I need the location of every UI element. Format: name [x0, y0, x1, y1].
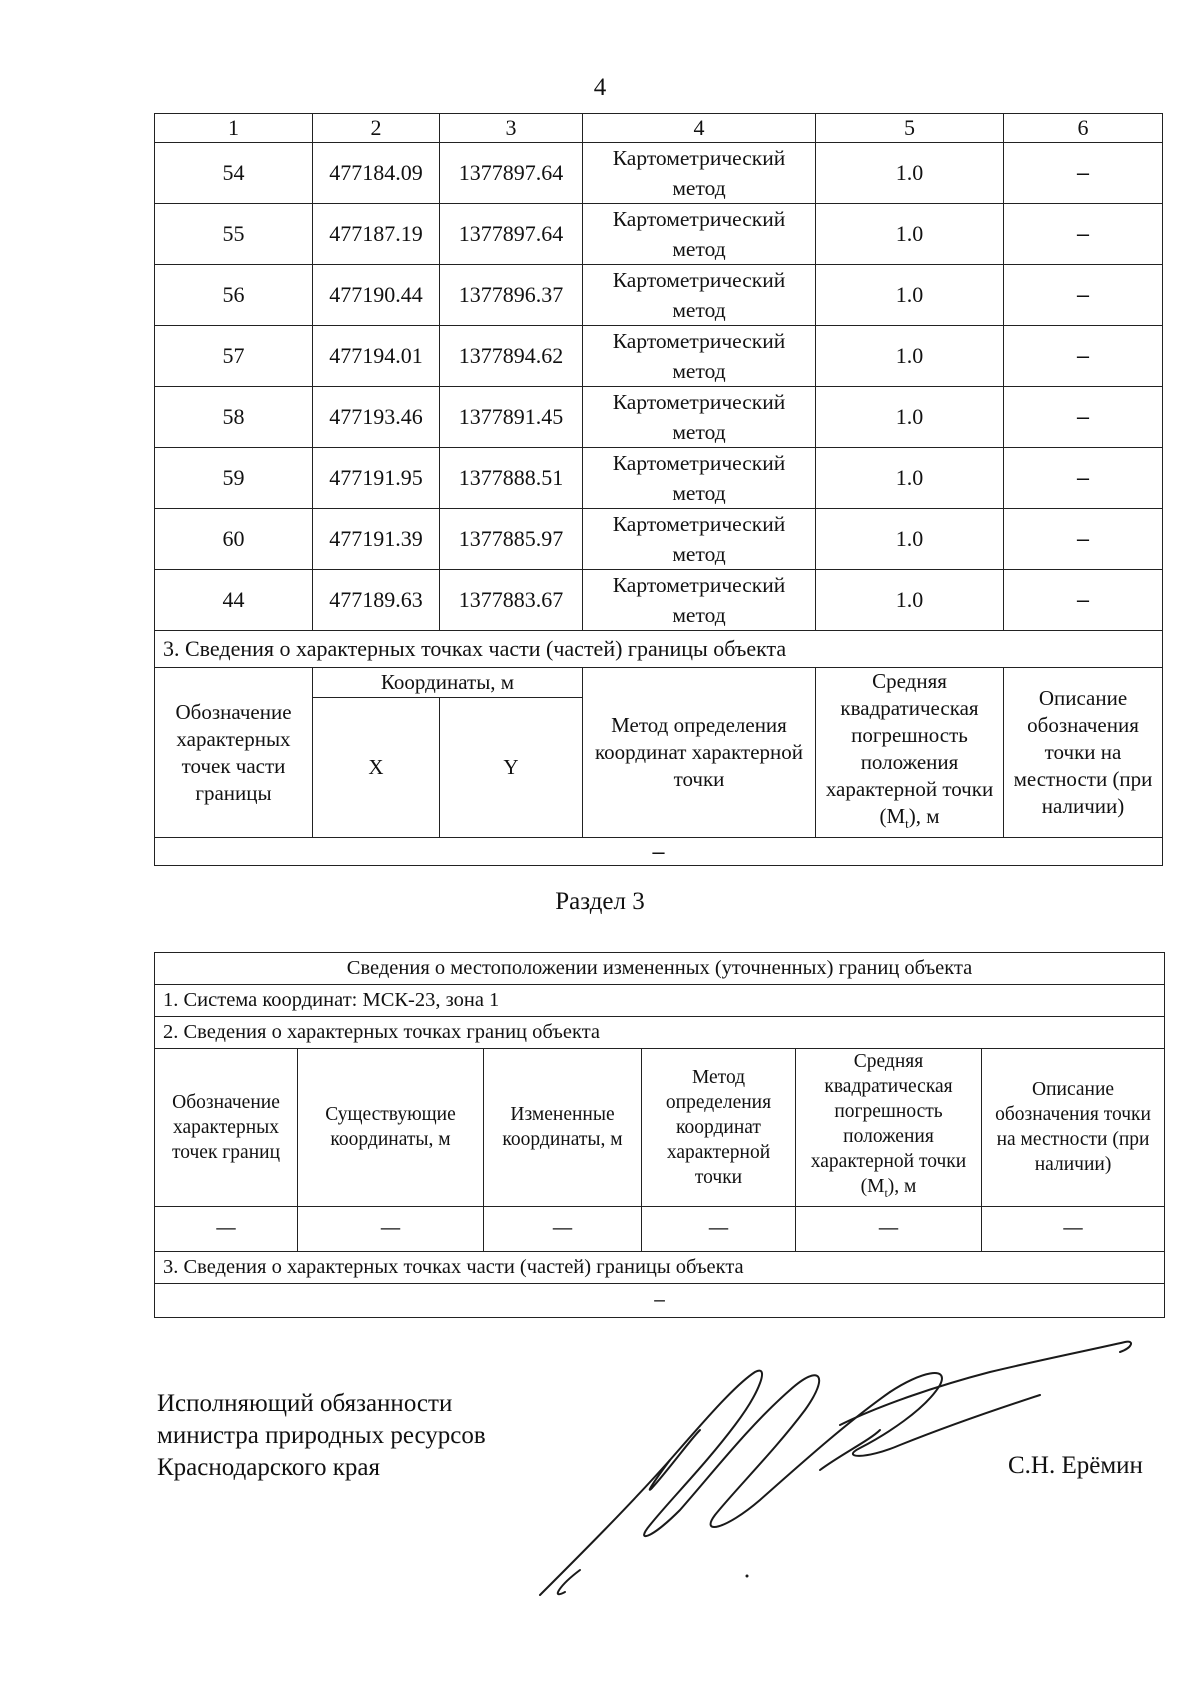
accuracy: 1.0 [816, 265, 1004, 326]
coordinate-row [155, 570, 1163, 631]
coord-y: 1377883.67 [440, 570, 583, 631]
point-id: 54 [155, 143, 313, 204]
empty-data-row [155, 1206, 1165, 1251]
column-header: Обозначение характерных точек границ [155, 1049, 298, 1207]
empty-cell: — [155, 1206, 298, 1251]
column-number: 6 [1004, 114, 1163, 143]
method: Картометрический метод [583, 204, 816, 265]
section3-empty-cell: – [155, 838, 1163, 866]
coord-x: 477191.39 [313, 509, 440, 570]
accuracy: 1.0 [816, 326, 1004, 387]
signer-name: С.Н. Ерёмин [1008, 1452, 1143, 1479]
parts-title: 3. Сведения о характерных точках части (частей) границы объекта [155, 1251, 1165, 1283]
empty-cell: — [298, 1206, 484, 1251]
section3-title: 3. Сведения о характерных точках части (частей) границы объекта [155, 631, 1163, 668]
coordinates-table [154, 113, 1163, 866]
accuracy-unit: ), м [887, 1176, 917, 1197]
description: – [1004, 326, 1163, 387]
coord-y: 1377891.45 [440, 387, 583, 448]
description: – [1004, 387, 1163, 448]
coord-y: 1377896.37 [440, 265, 583, 326]
coordinates-table-body [155, 114, 1163, 866]
column-header: Метод определения координат характерной точки [642, 1049, 796, 1207]
accuracy-text: Средняя квадратическая погрешность положения характерной точки (M [810, 1051, 967, 1197]
point-id: 55 [155, 204, 313, 265]
page-number: 4 [593, 74, 607, 101]
column-header: Описание обозначения точки на местности (при наличии) [982, 1049, 1165, 1207]
method: Картометрический метод [583, 326, 816, 387]
method: Картометрический метод [583, 570, 816, 631]
empty-cell: — [642, 1206, 796, 1251]
column-number-row [155, 114, 1163, 143]
point-id: 59 [155, 448, 313, 509]
parts-empty-row [155, 1283, 1165, 1317]
point-id: 60 [155, 509, 313, 570]
column-number: 2 [313, 114, 440, 143]
coord-y: 1377894.62 [440, 326, 583, 387]
signer-position-line: Краснодарского края [157, 1454, 380, 1481]
coord-x: 477190.44 [313, 265, 440, 326]
coord-x: 477189.63 [313, 570, 440, 631]
method: Картометрический метод [583, 143, 816, 204]
point-id: 58 [155, 387, 313, 448]
signer-position [157, 1388, 486, 1484]
y-header: Y [440, 697, 583, 838]
column-header: Измененные координаты, м [484, 1049, 642, 1207]
signer-position-line: министра природных ресурсов [157, 1422, 486, 1449]
table-title: Сведения о местоположении измененных (уточненных) границ объекта [155, 953, 1165, 985]
coord-y: 1377897.64 [440, 143, 583, 204]
coord-x: 477193.46 [313, 387, 440, 448]
coordinates-header: Координаты, м [313, 668, 583, 698]
changed-boundaries-table [154, 952, 1165, 1318]
coord-x: 477187.19 [313, 204, 440, 265]
point-id: 56 [155, 265, 313, 326]
coordinate-row [155, 387, 1163, 448]
section-title: Раздел 3 [555, 888, 645, 915]
signer-position-line: Исполняющий обязанности [157, 1390, 453, 1417]
table-title-row [155, 953, 1165, 985]
designation-header: Обозначение характерных точек части границы [155, 668, 313, 838]
coord-y: 1377888.51 [440, 448, 583, 509]
column-header-accuracy [796, 1049, 982, 1207]
coord-y: 1377885.97 [440, 509, 583, 570]
description: – [1004, 570, 1163, 631]
accuracy: 1.0 [816, 204, 1004, 265]
description: – [1004, 204, 1163, 265]
parts-title-row [155, 1251, 1165, 1283]
description: – [1004, 509, 1163, 570]
accuracy: 1.0 [816, 509, 1004, 570]
column-number: 4 [583, 114, 816, 143]
x-header: X [313, 697, 440, 838]
accuracy-subscript: t [884, 1185, 888, 1200]
coordinate-row [155, 509, 1163, 570]
parts-empty-cell: – [155, 1283, 1165, 1317]
coordinate-row [155, 448, 1163, 509]
coord-y: 1377897.64 [440, 204, 583, 265]
description: – [1004, 265, 1163, 326]
column-header: Существующие координаты, м [298, 1049, 484, 1207]
accuracy-subscript: t [905, 816, 909, 832]
empty-cell: — [796, 1206, 982, 1251]
accuracy-header [816, 668, 1004, 838]
column-number: 1 [155, 114, 313, 143]
column-number: 3 [440, 114, 583, 143]
accuracy: 1.0 [816, 448, 1004, 509]
method: Картометрический метод [583, 509, 816, 570]
coordinate-row [155, 265, 1163, 326]
empty-cell: — [484, 1206, 642, 1251]
coord-x: 477184.09 [313, 143, 440, 204]
coord-x: 477191.95 [313, 448, 440, 509]
coordinate-row [155, 326, 1163, 387]
coordinate-row [155, 204, 1163, 265]
method: Картометрический метод [583, 387, 816, 448]
section3-title-row [155, 631, 1163, 668]
column-number: 5 [816, 114, 1004, 143]
coord-system-row [155, 985, 1165, 1017]
accuracy: 1.0 [816, 570, 1004, 631]
description: – [1004, 448, 1163, 509]
coord-x: 477194.01 [313, 326, 440, 387]
coord-system: 1. Система координат: МСК-23, зона 1 [155, 985, 1165, 1017]
description: – [1004, 143, 1163, 204]
sub-header-row [155, 668, 1163, 698]
empty-cell: — [982, 1206, 1165, 1251]
method: Картометрический метод [583, 448, 816, 509]
point-id: 57 [155, 326, 313, 387]
method: Картометрический метод [583, 265, 816, 326]
points-title-row [155, 1017, 1165, 1049]
point-id: 44 [155, 570, 313, 631]
accuracy: 1.0 [816, 143, 1004, 204]
method-header: Метод определения координат характерной точки [583, 668, 816, 838]
accuracy-unit: ), м [908, 804, 940, 828]
coordinate-row [155, 143, 1163, 204]
section3-empty-row [155, 838, 1163, 866]
accuracy: 1.0 [816, 387, 1004, 448]
accuracy-text: Средняя квадратическая погрешность положения характерной точки (M [825, 669, 994, 828]
description-header: Описание обозначения точки на местности (при наличии) [1004, 668, 1163, 838]
column-header-row [155, 1049, 1165, 1207]
points-title: 2. Сведения о характерных точках границ объекта [155, 1017, 1165, 1049]
